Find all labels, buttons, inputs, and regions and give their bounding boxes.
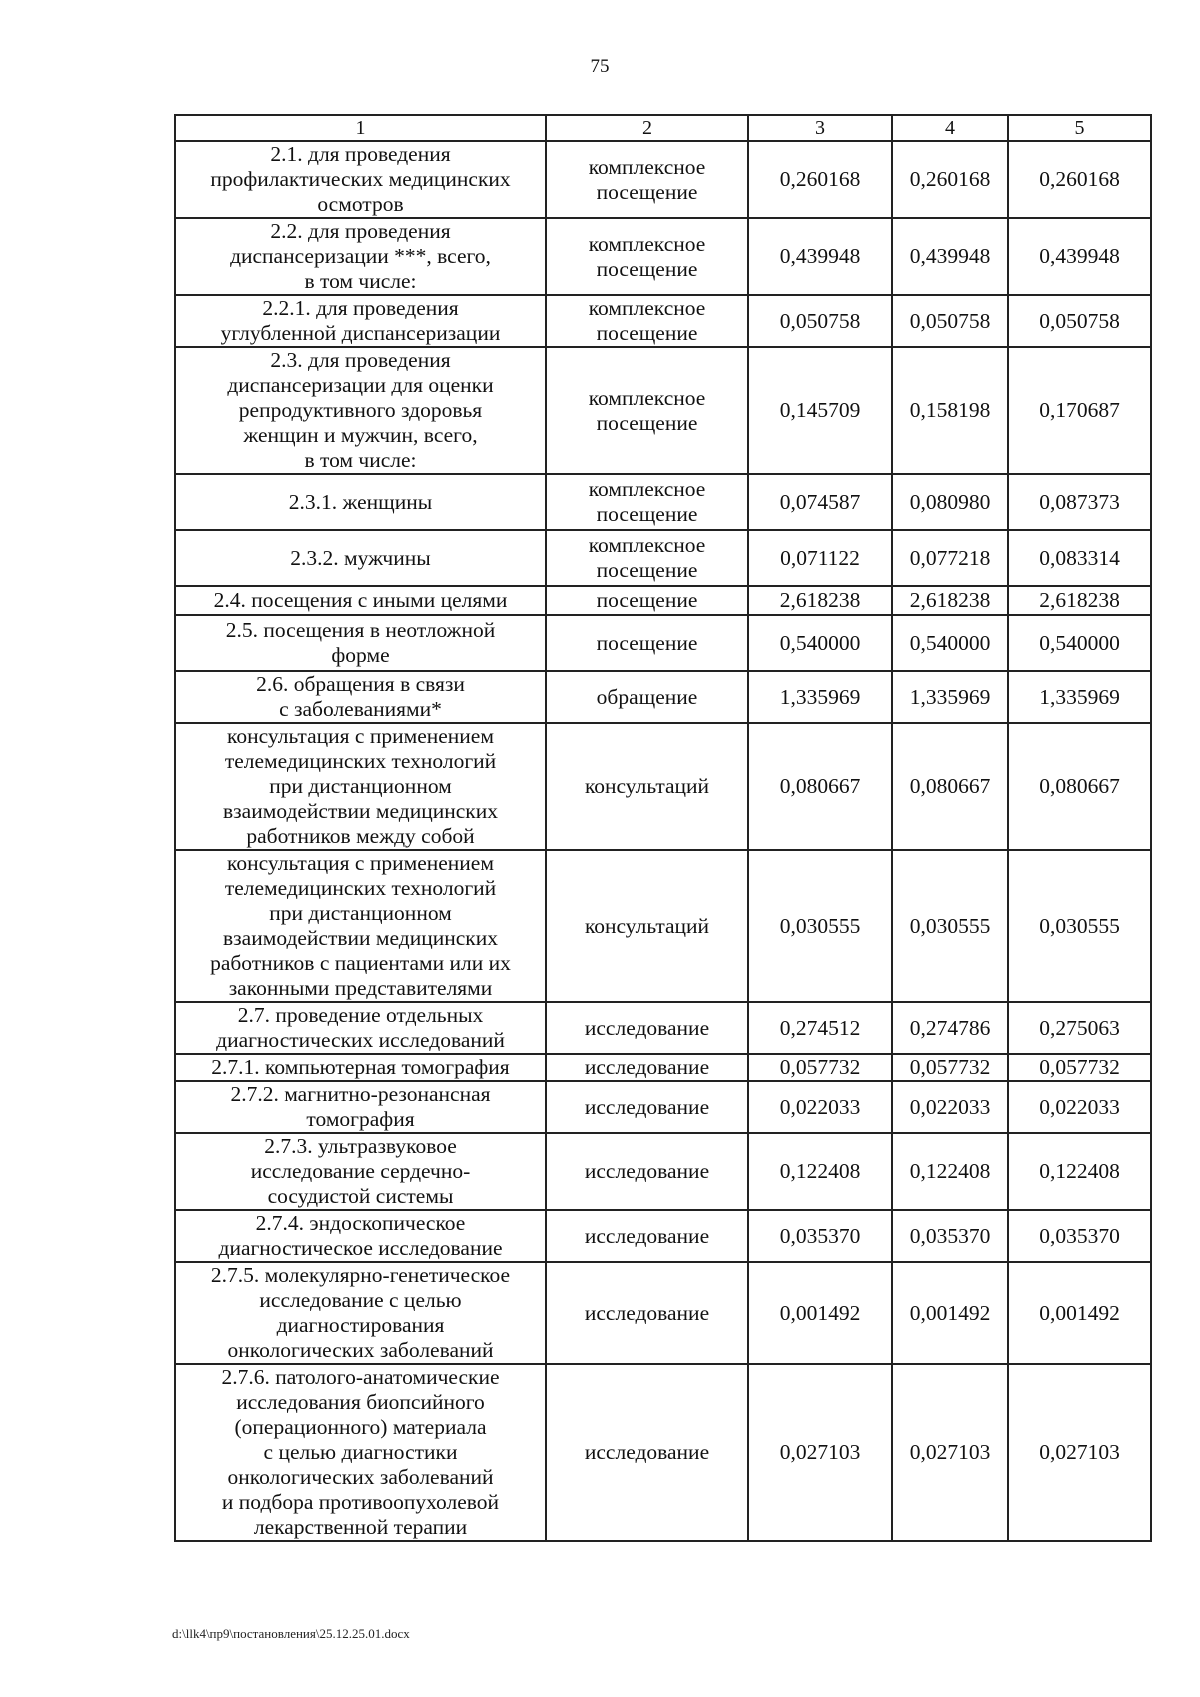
row-unit: исследование <box>546 1133 748 1210</box>
row-value-col5: 0,275063 <box>1008 1002 1151 1054</box>
column-header: 1 <box>175 115 546 141</box>
row-unit: комплексное посещение <box>546 218 748 295</box>
row-unit: исследование <box>546 1364 748 1541</box>
row-name: 2.3. для проведения диспансеризации для оценки репродуктивного здоровья женщин и мужчин, всего, в том числе: <box>175 347 546 474</box>
row-value-col5: 0,080667 <box>1008 723 1151 850</box>
row-value-col3: 0,035370 <box>748 1210 892 1262</box>
row-value-col5: 0,022033 <box>1008 1081 1151 1133</box>
row-value-col4: 0,050758 <box>892 295 1008 347</box>
row-value-col3: 0,057732 <box>748 1054 892 1081</box>
row-unit: исследование <box>546 1210 748 1262</box>
table-row <box>175 1054 1151 1081</box>
row-value-col5: 0,001492 <box>1008 1262 1151 1364</box>
row-unit: исследование <box>546 1002 748 1054</box>
row-value-col3: 0,122408 <box>748 1133 892 1210</box>
table-row <box>175 347 1151 474</box>
row-unit: посещение <box>546 586 748 615</box>
table-row <box>175 295 1151 347</box>
row-name: 2.7.2. магнитно-резонансная томография <box>175 1081 546 1133</box>
row-value-col5: 0,035370 <box>1008 1210 1151 1262</box>
row-value-col4: 0,001492 <box>892 1262 1008 1364</box>
row-name: 2.4. посещения с иными целями <box>175 586 546 615</box>
row-value-col4: 2,618238 <box>892 586 1008 615</box>
table-row <box>175 723 1151 850</box>
column-header: 5 <box>1008 115 1151 141</box>
row-value-col4: 0,057732 <box>892 1054 1008 1081</box>
row-value-col3: 0,071122 <box>748 530 892 586</box>
data-table <box>174 114 1152 1542</box>
row-value-col5: 0,087373 <box>1008 474 1151 530</box>
row-name: 2.7.6. патолого-анатомические исследования биопсийного (операционного) материала с целью диагностики онкологических заболеваний и подбора противоопухолевой лекарственной терапии <box>175 1364 546 1541</box>
row-value-col3: 0,074587 <box>748 474 892 530</box>
table-row <box>175 1262 1151 1364</box>
row-value-col3: 0,030555 <box>748 850 892 1002</box>
row-name: 2.5. посещения в неотложной форме <box>175 615 546 671</box>
row-value-col4: 0,080667 <box>892 723 1008 850</box>
row-unit: консультаций <box>546 723 748 850</box>
row-unit: комплексное посещение <box>546 295 748 347</box>
table-header-row <box>175 115 1151 141</box>
row-value-col3: 2,618238 <box>748 586 892 615</box>
row-unit: комплексное посещение <box>546 530 748 586</box>
row-unit: посещение <box>546 615 748 671</box>
row-value-col5: 0,030555 <box>1008 850 1151 1002</box>
table-row <box>175 530 1151 586</box>
table-row <box>175 1081 1151 1133</box>
row-value-col4: 0,158198 <box>892 347 1008 474</box>
row-name: 2.7.4. эндоскопическое диагностическое исследование <box>175 1210 546 1262</box>
row-value-col5: 0,083314 <box>1008 530 1151 586</box>
row-value-col4: 0,022033 <box>892 1081 1008 1133</box>
row-value-col4: 1,335969 <box>892 671 1008 723</box>
row-unit: исследование <box>546 1054 748 1081</box>
row-value-col3: 0,439948 <box>748 218 892 295</box>
row-value-col5: 0,170687 <box>1008 347 1151 474</box>
row-unit: исследование <box>546 1081 748 1133</box>
table-row <box>175 1210 1151 1262</box>
row-value-col5: 2,618238 <box>1008 586 1151 615</box>
row-unit: исследование <box>546 1262 748 1364</box>
row-unit: комплексное посещение <box>546 474 748 530</box>
row-value-col5: 0,027103 <box>1008 1364 1151 1541</box>
row-value-col4: 0,077218 <box>892 530 1008 586</box>
row-value-col4: 0,080980 <box>892 474 1008 530</box>
row-value-col3: 0,274512 <box>748 1002 892 1054</box>
row-value-col3: 1,335969 <box>748 671 892 723</box>
row-unit: комплексное посещение <box>546 141 748 218</box>
table-row <box>175 671 1151 723</box>
column-header: 4 <box>892 115 1008 141</box>
row-name: 2.3.2. мужчины <box>175 530 546 586</box>
row-value-col5: 0,439948 <box>1008 218 1151 295</box>
row-value-col5: 0,540000 <box>1008 615 1151 671</box>
table-row <box>175 1364 1151 1541</box>
row-value-col3: 0,001492 <box>748 1262 892 1364</box>
row-value-col3: 0,022033 <box>748 1081 892 1133</box>
row-value-col4: 0,274786 <box>892 1002 1008 1054</box>
row-value-col3: 0,027103 <box>748 1364 892 1541</box>
table-row <box>175 1133 1151 1210</box>
row-name: 2.7.1. компьютерная томография <box>175 1054 546 1081</box>
row-value-col4: 0,027103 <box>892 1364 1008 1541</box>
row-value-col4: 0,122408 <box>892 1133 1008 1210</box>
row-unit: комплексное посещение <box>546 347 748 474</box>
row-value-col3: 0,145709 <box>748 347 892 474</box>
row-name: 2.7.3. ультразвуковое исследование сердечно- сосудистой системы <box>175 1133 546 1210</box>
column-header: 2 <box>546 115 748 141</box>
row-value-col5: 0,122408 <box>1008 1133 1151 1210</box>
row-name: 2.7. проведение отдельных диагностических исследований <box>175 1002 546 1054</box>
table-row <box>175 850 1151 1002</box>
row-value-col4: 0,439948 <box>892 218 1008 295</box>
row-value-col3: 0,260168 <box>748 141 892 218</box>
row-name: 2.1. для проведения профилактических медицинских осмотров <box>175 141 546 218</box>
row-name: 2.7.5. молекулярно-генетическое исследование с целью диагностирования онкологических заболеваний <box>175 1262 546 1364</box>
table-row <box>175 1002 1151 1054</box>
file-path-footer: d:\llk4\пр9\постановления\25.12.25.01.docx <box>172 1626 410 1641</box>
row-value-col5: 1,335969 <box>1008 671 1151 723</box>
row-value-col3: 0,050758 <box>748 295 892 347</box>
row-value-col5: 0,057732 <box>1008 1054 1151 1081</box>
row-value-col4: 0,260168 <box>892 141 1008 218</box>
page-number: 75 <box>590 56 610 77</box>
table-row <box>175 141 1151 218</box>
row-value-col4: 0,030555 <box>892 850 1008 1002</box>
row-value-col3: 0,080667 <box>748 723 892 850</box>
table-row <box>175 586 1151 615</box>
row-name: консультация с применением телемедицинских технологий при дистанционном взаимодействии медицинских работников с пациентами или их законными представителями <box>175 850 546 1002</box>
row-value-col5: 0,050758 <box>1008 295 1151 347</box>
row-value-col4: 0,540000 <box>892 615 1008 671</box>
row-value-col3: 0,540000 <box>748 615 892 671</box>
row-value-col4: 0,035370 <box>892 1210 1008 1262</box>
row-name: 2.6. обращения в связи с заболеваниями* <box>175 671 546 723</box>
column-header: 3 <box>748 115 892 141</box>
row-unit: консультаций <box>546 850 748 1002</box>
row-unit: обращение <box>546 671 748 723</box>
table-row <box>175 615 1151 671</box>
row-name: 2.3.1. женщины <box>175 474 546 530</box>
row-value-col5: 0,260168 <box>1008 141 1151 218</box>
row-name: 2.2.1. для проведения углубленной диспансеризации <box>175 295 546 347</box>
row-name: 2.2. для проведения диспансеризации ***, всего, в том числе: <box>175 218 546 295</box>
row-name: консультация с применением телемедицинских технологий при дистанционном взаимодействии медицинских работников между собой <box>175 723 546 850</box>
table-row <box>175 474 1151 530</box>
table-row <box>175 218 1151 295</box>
